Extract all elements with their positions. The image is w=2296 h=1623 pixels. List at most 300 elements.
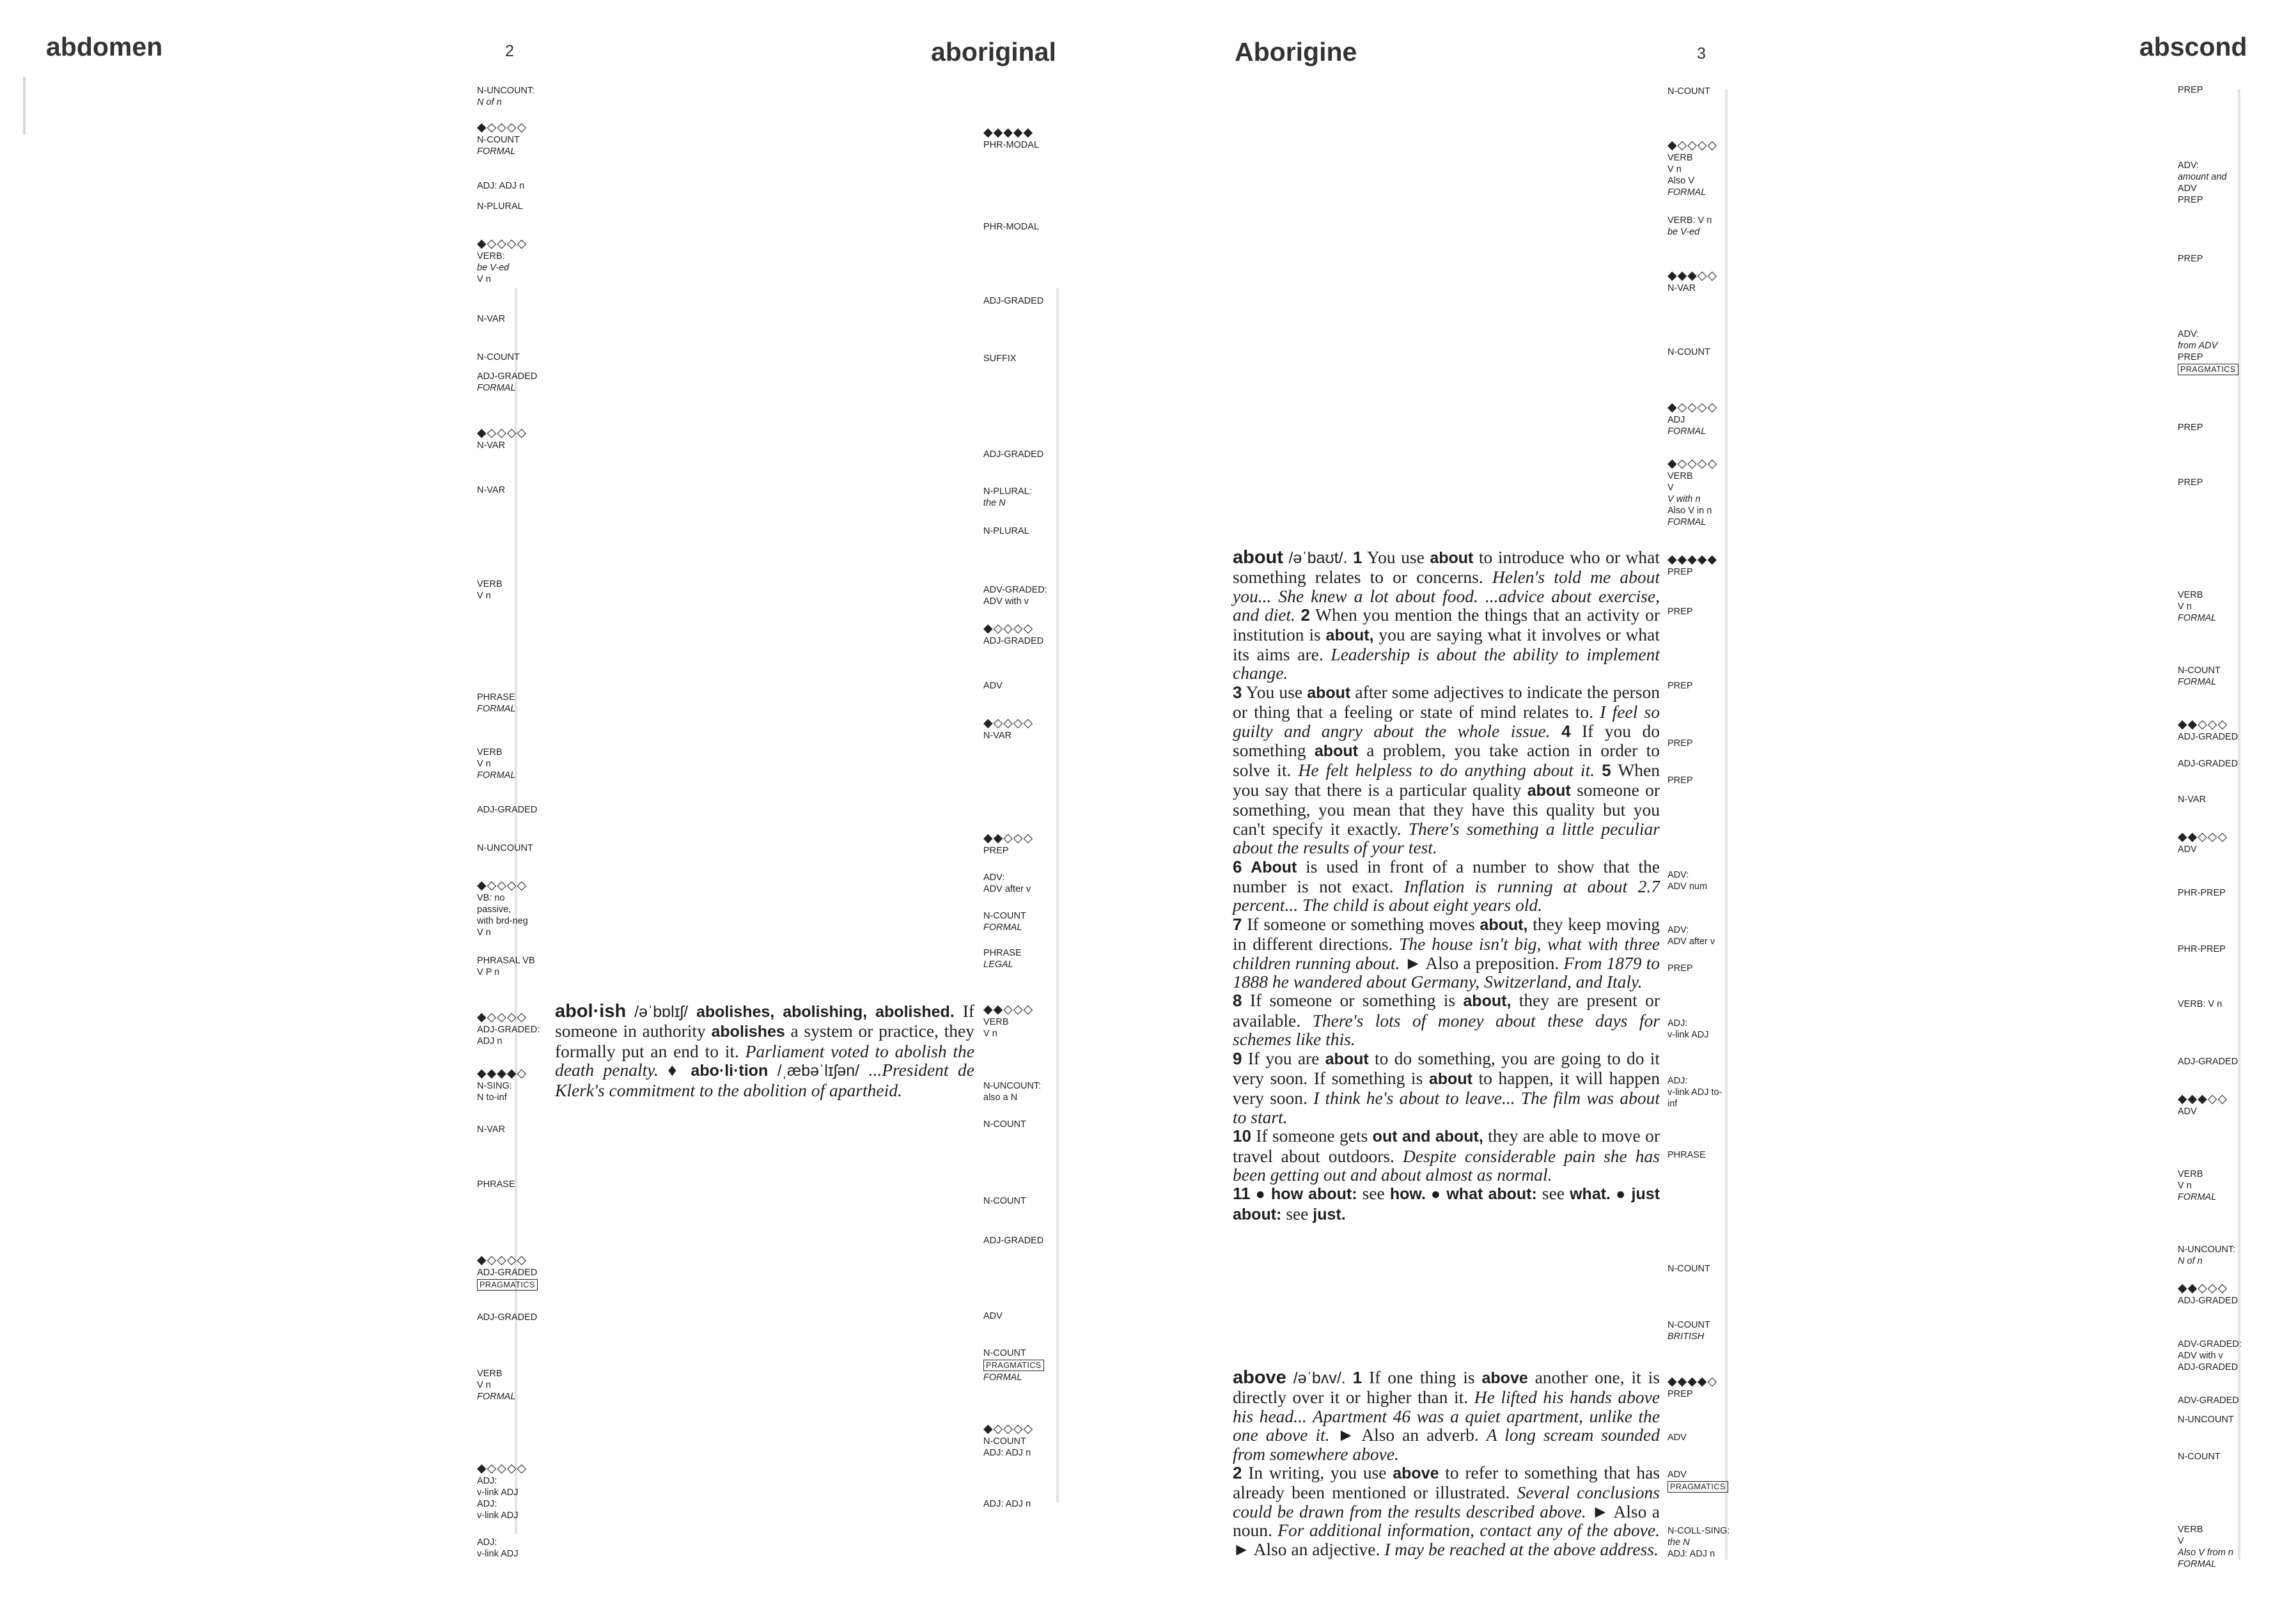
grammar-label: PREP xyxy=(983,846,1009,856)
grammar-label: ADJ-GRADED xyxy=(983,296,1044,306)
grammar-note xyxy=(477,427,554,451)
grammar-note xyxy=(1667,1319,1744,1342)
grammar-note xyxy=(2178,718,2254,743)
grammar-note xyxy=(477,1368,554,1402)
also-note: ► Also a preposition. xyxy=(1404,952,1559,973)
grammar-note xyxy=(1667,1263,1744,1275)
grammar-note xyxy=(2178,1395,2254,1406)
grammar-label: N-SING: xyxy=(477,1081,512,1091)
grammar-label: FORMAL xyxy=(1667,187,1706,198)
grammar-label: ADV: xyxy=(1667,925,1689,935)
grammar-label: ADJ: ADJ n xyxy=(1667,1549,1715,1559)
grammar-label: ADJ-GRADED xyxy=(983,449,1044,460)
grammar-label: ADJ xyxy=(1667,415,1685,425)
grammar-label: PREP xyxy=(2178,254,2203,264)
definition-text: If someone or something moves xyxy=(1247,913,1475,934)
guide-word-left: abdomen xyxy=(46,32,163,61)
frequency-diamonds: ◆◇◇◇◇ xyxy=(1667,401,1718,414)
keyword: out and about, xyxy=(1372,1128,1483,1146)
derived-headword: abo·li·tion xyxy=(691,1062,769,1080)
grammar-label: N-VAR xyxy=(1667,283,1696,293)
grammar-note xyxy=(2178,589,2254,624)
definition-text: see xyxy=(1286,1203,1309,1223)
grammar-label: FORMAL xyxy=(477,704,516,714)
grammar-label: N-PLURAL xyxy=(983,526,1029,536)
grammar-note xyxy=(1667,554,1744,578)
grammar-label: N-VAR xyxy=(477,314,506,324)
grammar-note xyxy=(1667,738,1744,749)
grammar-note xyxy=(2178,422,2254,433)
grammar-label: PREP xyxy=(1667,775,1693,786)
grammar-note xyxy=(477,1179,554,1190)
frequency-diamonds: ◆◆◆◆◆ xyxy=(983,126,1034,139)
grammar-label: PREP xyxy=(2178,195,2203,205)
also-note: ► Also an adjective. xyxy=(1233,1539,1380,1559)
sense-number: 5 xyxy=(1602,761,1611,780)
example-text: A long scream sounded from somewhere above. xyxy=(1233,1425,1660,1464)
frequency-diamonds: ◆◆◇◇◇ xyxy=(983,1003,1034,1016)
grammar-label: VB: no xyxy=(477,893,505,903)
grammar-note xyxy=(983,353,1060,364)
grammar-column xyxy=(477,0,560,1623)
definition-text: they keep moving in different directions. xyxy=(1233,913,1660,954)
example-text: He felt helpless to do anything about it. xyxy=(1298,760,1595,780)
grammar-note xyxy=(1667,270,1744,294)
example-text: Several conclusions could be drawn from the results described above. xyxy=(1233,1482,1660,1521)
grammar-note xyxy=(1667,1376,1744,1400)
frequency-diamonds: ◆◇◇◇◇ xyxy=(477,426,527,440)
grammar-label: v-link ADJ xyxy=(1667,1030,1709,1040)
grammar-label: FORMAL xyxy=(2178,1559,2217,1569)
grammar-note xyxy=(983,717,1060,742)
grammar-label: VERB xyxy=(2178,590,2203,600)
pragmatics-label: PRAGMATICS xyxy=(477,1279,538,1291)
grammar-note xyxy=(983,1080,1060,1103)
grammar-label: ADV xyxy=(2178,1107,2197,1117)
grammar-label: N-VAR xyxy=(477,485,506,495)
keyword: about xyxy=(1430,549,1474,567)
grammar-label: V n xyxy=(477,591,491,601)
dictionary-entry-about xyxy=(1233,548,1660,1224)
keyword: abolishes xyxy=(711,1023,785,1041)
grammar-label: VERB: V n xyxy=(2178,999,2222,1009)
grammar-label: ADJ: xyxy=(477,1537,497,1548)
grammar-note xyxy=(983,295,1060,307)
grammar-label: v-link ADJ xyxy=(477,1510,519,1521)
grammar-note xyxy=(1667,963,1744,974)
grammar-label: N-VAR xyxy=(983,731,1012,741)
grammar-note xyxy=(2178,665,2254,688)
grammar-label: V n xyxy=(477,274,491,284)
grammar-note xyxy=(477,1312,554,1323)
example-text: I feel so guilty and angry about the whole issue. xyxy=(1233,702,1660,741)
grammar-note xyxy=(1667,139,1744,198)
grammar-note xyxy=(477,352,554,363)
grammar-note xyxy=(2178,253,2254,265)
grammar-note xyxy=(2178,944,2254,955)
grammar-label: VERB xyxy=(2178,1525,2203,1535)
grammar-note xyxy=(983,1498,1060,1510)
grammar-label: V n xyxy=(477,759,491,769)
grammar-note xyxy=(983,1235,1060,1246)
keyword: About xyxy=(1251,858,1297,876)
grammar-label: ADV: xyxy=(983,873,1005,883)
grammar-label: V xyxy=(1667,483,1674,493)
grammar-note xyxy=(2178,477,2254,488)
grammar-label: ADV: xyxy=(1667,870,1689,880)
definition-text: another one, it is directly over it or higher than it. xyxy=(1233,1367,1660,1408)
grammar-label: N-UNCOUNT xyxy=(2178,1415,2234,1425)
grammar-note xyxy=(1667,458,1744,528)
grammar-note xyxy=(2178,329,2254,376)
definition-text: If someone or something is xyxy=(1249,990,1456,1011)
grammar-label: ADJ-GRADED: xyxy=(477,1025,540,1035)
grammar-note xyxy=(983,221,1060,233)
grammar-note xyxy=(983,680,1060,692)
frequency-diamonds: ◆◆◇◇◇ xyxy=(2178,718,2228,731)
grammar-label: N-COUNT xyxy=(2178,665,2221,676)
grammar-label: FORMAL xyxy=(1667,517,1706,527)
grammar-label: ADV: xyxy=(2178,160,2199,171)
keyword: about, xyxy=(1325,626,1374,644)
frequency-diamonds: ◆◇◇◇◇ xyxy=(983,1422,1034,1436)
grammar-note xyxy=(2178,831,2254,855)
sense-number: 3 xyxy=(1233,682,1242,702)
grammar-label: v-link ADJ xyxy=(477,1549,519,1559)
grammar-label: Also V in n xyxy=(1667,506,1712,516)
grammar-note xyxy=(477,85,554,108)
grammar-note xyxy=(983,1310,1060,1322)
grammar-label: ADV num xyxy=(1667,881,1708,892)
pragmatics-label: PRAGMATICS xyxy=(1667,1481,1728,1493)
grammar-label: N-VAR xyxy=(477,1124,506,1135)
keyword: about xyxy=(1314,742,1358,761)
definition-text: In writing, you use xyxy=(1248,1463,1387,1483)
grammar-label: ADV with v xyxy=(983,596,1029,607)
guide-word-right: aboriginal xyxy=(931,37,1056,66)
grammar-label: Also V xyxy=(1667,176,1694,186)
example-text: Leadership is about the ability to implement change. xyxy=(1233,644,1660,683)
grammar-label: ADV after v xyxy=(983,884,1031,894)
grammar-label: ADJ-GRADED xyxy=(983,1236,1044,1246)
grammar-label: ADJ-GRADED xyxy=(477,805,538,815)
pronunciation: /əˈbaʊt/. xyxy=(1288,549,1348,567)
grammar-label: V n xyxy=(477,928,491,938)
definition-text: You use xyxy=(1246,681,1303,702)
sense-number: 2 xyxy=(1300,605,1310,625)
grammar-column xyxy=(1667,0,1751,1623)
grammar-label: N-UNCOUNT: xyxy=(983,1081,1042,1091)
grammar-note xyxy=(2178,887,2254,899)
example-text: Helen's told me about you... She knew a lot about food. ...advice about exercise, and diet. xyxy=(1233,567,1660,625)
grammar-note xyxy=(1667,401,1744,437)
grammar-note xyxy=(1667,1018,1744,1041)
grammar-label: N-COUNT xyxy=(1667,1320,1710,1330)
keyword: above xyxy=(1481,1369,1528,1387)
grammar-label: PHRASAL VB xyxy=(477,956,535,966)
grammar-note xyxy=(1667,1469,1744,1493)
definition-text: a system or practice, they formally put an end to it. xyxy=(555,1021,974,1061)
guide-word-left: Aborigine xyxy=(1235,37,1357,66)
grammar-label: V n xyxy=(983,1029,997,1039)
keyword: about, xyxy=(1480,915,1528,934)
grammar-label: N-COUNT xyxy=(1667,1264,1710,1274)
grammar-label: ADV with v xyxy=(2178,1351,2223,1361)
frequency-diamonds: ◆◇◇◇◇ xyxy=(477,1462,527,1475)
grammar-label: FORMAL xyxy=(477,146,516,157)
definition-text: to introduce who or what something relates to or concerns. xyxy=(1233,547,1660,587)
frequency-diamonds: ◆◆◆◇◇ xyxy=(1667,269,1718,283)
keyword: above xyxy=(1393,1464,1439,1483)
example-text: There's lots of money about these days for schemes like this. xyxy=(1233,1010,1660,1050)
sense-number: 2 xyxy=(1233,1463,1242,1483)
grammar-label: FORMAL xyxy=(983,922,1022,933)
grammar-label: PREP xyxy=(1667,607,1693,617)
grammar-label: N-COUNT xyxy=(983,1196,1026,1206)
keyword: about xyxy=(1527,781,1571,800)
inflected-forms: abolishes, abolishing, abolished. xyxy=(696,1003,955,1021)
grammar-note xyxy=(2178,1056,2254,1068)
grammar-label: BRITISH xyxy=(1667,1332,1705,1342)
grammar-label: PREP xyxy=(1667,567,1693,577)
grammar-note xyxy=(477,692,554,715)
frequency-diamonds: ◆◇◇◇◇ xyxy=(477,879,527,892)
guide-word-right: abscond xyxy=(2139,32,2247,61)
grammar-label: FORMAL xyxy=(477,383,516,393)
grammar-label: VERB xyxy=(983,1017,1009,1027)
grammar-label: amount and xyxy=(2178,172,2227,182)
grammar-label: the N xyxy=(983,498,1006,508)
frequency-diamonds: ◆◇◇◇◇ xyxy=(1667,457,1718,470)
grammar-label: ADV: xyxy=(2178,329,2199,339)
grammar-label: PREP xyxy=(2178,423,2203,433)
grammar-label: N-COLL-SING: xyxy=(1667,1526,1730,1536)
grammar-label: PHRASE xyxy=(477,692,515,703)
grammar-label: ADJ-GRADED xyxy=(983,636,1044,646)
grammar-note xyxy=(983,910,1060,933)
grammar-label: VERB xyxy=(1667,471,1693,481)
grammar-note xyxy=(983,1004,1060,1039)
definition-text: is used in front of a number to show that the number is not exact. xyxy=(1233,856,1660,896)
page-number: 3 xyxy=(1697,45,1706,63)
grammar-column xyxy=(2178,0,2261,1623)
grammar-note xyxy=(477,1068,554,1103)
grammar-label: ADV-GRADED: xyxy=(983,585,1047,595)
grammar-label: be V-ed xyxy=(1667,227,1700,237)
grammar-label: PREP xyxy=(2178,85,2203,95)
grammar-label: N-COUNT xyxy=(1667,347,1710,357)
grammar-label: V n xyxy=(2178,1181,2192,1191)
grammar-label: ADJ: xyxy=(1667,1076,1688,1086)
grammar-column xyxy=(983,0,1066,1623)
grammar-label: also a N xyxy=(983,1092,1018,1103)
grammar-label: ADJ: ADJ n xyxy=(983,1448,1031,1458)
grammar-label: PHR-PREP xyxy=(2178,944,2226,954)
grammar-note xyxy=(477,747,554,781)
grammar-label: ADJ n xyxy=(477,1036,503,1046)
sense-number: 11 xyxy=(1233,1184,1251,1204)
grammar-label: LEGAL xyxy=(983,959,1013,970)
definition-text: they are able to move or travel about outdoors. xyxy=(1233,1126,1660,1166)
pronunciation: /ˌæbəˈlɪʃən/ xyxy=(777,1062,860,1080)
grammar-label: N-COUNT xyxy=(983,911,1026,921)
grammar-note xyxy=(2178,758,2254,770)
grammar-label: PHRASE xyxy=(1667,1150,1706,1160)
grammar-note xyxy=(2178,84,2254,96)
grammar-label: N-VAR xyxy=(2178,795,2206,805)
grammar-label: N-COUNT xyxy=(477,135,520,145)
grammar-note xyxy=(1667,215,1744,238)
grammar-note xyxy=(477,1537,554,1560)
definition-text: they are present or available. xyxy=(1233,990,1660,1030)
frequency-diamonds: ◆◆◆◆◇ xyxy=(1667,1375,1718,1388)
grammar-note xyxy=(983,623,1060,647)
grammar-label: N-COUNT xyxy=(1667,86,1710,97)
grammar-label: ADJ-GRADED xyxy=(2178,759,2238,769)
grammar-label: VERB: xyxy=(477,251,505,261)
grammar-note xyxy=(2178,1169,2254,1203)
grammar-note xyxy=(983,872,1060,895)
grammar-note xyxy=(1667,346,1744,358)
grammar-note xyxy=(477,238,554,285)
example-text: I think he's about to leave... The film was about to start. xyxy=(1233,1088,1660,1127)
pragmatics-label: PRAGMATICS xyxy=(2178,364,2238,375)
pronunciation: /əˈbɒlɪʃ/ xyxy=(634,1003,689,1021)
grammar-label: ADV xyxy=(983,1311,1003,1321)
frequency-diamonds: ◆◇◇◇◇ xyxy=(1667,139,1718,152)
grammar-label: N-UNCOUNT: xyxy=(2178,1245,2236,1255)
example-text: I may be reached at the above address. xyxy=(1384,1539,1659,1559)
dictionary-entry-above xyxy=(1233,1368,1660,1558)
grammar-note xyxy=(1667,1525,1744,1560)
definition-text: If you do something xyxy=(1233,720,1660,761)
grammar-label: the N xyxy=(1667,1537,1690,1548)
grammar-label: V n xyxy=(477,1380,491,1390)
grammar-label: with brd-neg xyxy=(477,916,528,926)
grammar-label: ADV xyxy=(2178,183,2197,194)
grammar-label: ADV after v xyxy=(1667,936,1715,947)
grammar-note xyxy=(983,1119,1060,1130)
example-text: ...President de Klerk's commitment to the abolition of apartheid. xyxy=(555,1060,974,1100)
keyword: about, xyxy=(1463,992,1511,1011)
keyword: about xyxy=(1325,1050,1369,1068)
grammar-label: passive, xyxy=(477,905,512,915)
grammar-label: SUFFIX xyxy=(983,353,1017,364)
grammar-label: V with n xyxy=(1667,494,1701,504)
grammar-label: N of n xyxy=(2178,1256,2203,1266)
grammar-note xyxy=(477,843,554,854)
grammar-label: PREP xyxy=(2178,352,2203,362)
grammar-label: N-UNCOUNT: xyxy=(477,86,535,96)
grammar-label: N of n xyxy=(477,97,502,107)
frequency-diamonds: ◆◇◇◇◇ xyxy=(983,717,1034,730)
grammar-label: ADV xyxy=(1667,1470,1687,1480)
definition-text: If you are xyxy=(1247,1048,1320,1068)
grammar-label: be V-ed xyxy=(477,263,510,273)
grammar-label: ADV-GRADED xyxy=(2178,1395,2239,1406)
page-number: 2 xyxy=(505,42,514,60)
grammar-label: from ADV xyxy=(2178,341,2218,351)
frequency-diamonds: ◆◇◇◇◇ xyxy=(983,622,1034,635)
example-text: The house isn't big, what with three children running about. xyxy=(1233,934,1660,973)
grammar-label: ADJ-GRADED xyxy=(2178,732,2238,742)
definition-text: to refer to something that has already been mentioned or illustrated. xyxy=(1233,1463,1660,1503)
cross-reference-phrase: ● how about: xyxy=(1255,1185,1357,1204)
sense-number: 4 xyxy=(1561,721,1571,741)
pragmatics-label: PRAGMATICS xyxy=(983,1360,1044,1371)
grammar-note xyxy=(477,1011,554,1047)
example-text: He lifted his hands above his head... Apartment 46 was a quiet apartment, unlike the one above it. xyxy=(1233,1387,1660,1445)
cross-reference-target: what. xyxy=(1570,1185,1611,1204)
grammar-note xyxy=(2178,998,2254,1010)
grammar-label: ADJ: ADJ n xyxy=(477,181,525,191)
cross-reference-target: how. xyxy=(1389,1185,1426,1204)
grammar-note xyxy=(1667,924,1744,947)
sense-number: 10 xyxy=(1233,1126,1251,1146)
grammar-note xyxy=(477,121,554,157)
keyword: about xyxy=(1307,683,1351,702)
definition-text: When you say that there is a particular quality xyxy=(1233,760,1660,800)
grammar-label: FORMAL xyxy=(2178,613,2217,623)
sense-number: 6 xyxy=(1233,857,1242,876)
grammar-label: FORMAL xyxy=(477,1392,516,1402)
frequency-diamonds: ◆◆◆◆◆ xyxy=(1667,553,1718,566)
grammar-label: ADJ: ADJ n xyxy=(983,1499,1031,1509)
grammar-note xyxy=(1667,775,1744,786)
sense-number: 8 xyxy=(1233,991,1242,1011)
definition-text: to happen, it will happen very soon. xyxy=(1233,1068,1660,1108)
grammar-note xyxy=(983,1423,1060,1459)
grammar-label: v-link ADJ xyxy=(477,1487,519,1498)
grammar-label: PHRASE xyxy=(983,948,1022,958)
grammar-label: PHR-MODAL xyxy=(983,140,1040,150)
bleed-through-shade xyxy=(23,77,26,134)
grammar-note xyxy=(2178,1093,2254,1117)
derivative-marker: ♦ xyxy=(668,1060,682,1080)
grammar-note xyxy=(983,486,1060,509)
grammar-label: VERB xyxy=(2178,1169,2203,1179)
grammar-label: FORMAL xyxy=(2178,1192,2217,1202)
headword: abol·ish xyxy=(555,1001,627,1021)
grammar-note xyxy=(1667,680,1744,692)
grammar-label: PHRASE xyxy=(477,1179,515,1190)
grammar-label: V n xyxy=(1667,164,1682,175)
example-text: For additional information, contact any of the above. xyxy=(1277,1520,1660,1541)
cross-reference-phrase: ● just about: xyxy=(1233,1185,1660,1223)
grammar-label: ADJ: xyxy=(1667,1018,1688,1029)
frequency-diamonds: ◆◆◆◆◇ xyxy=(477,1067,527,1080)
grammar-label: VERB xyxy=(477,579,503,589)
frequency-diamonds: ◆◇◇◇◇ xyxy=(477,121,527,134)
grammar-note xyxy=(477,1463,554,1521)
definition-text: after some adjectives to indicate the person or thing that a feeling or state of mind relates to. xyxy=(1233,681,1660,722)
grammar-note xyxy=(477,579,554,602)
grammar-note xyxy=(983,947,1060,970)
grammar-note xyxy=(1667,86,1744,97)
grammar-label: ADJ-GRADED xyxy=(477,1268,538,1278)
grammar-label: ADJ-GRADED xyxy=(2178,1057,2238,1067)
grammar-label: ADV-GRADED: xyxy=(2178,1339,2242,1349)
definition-text: to do something, you are going to do it very soon. If something is xyxy=(1233,1048,1660,1088)
grammar-note xyxy=(2178,1414,2254,1425)
grammar-label: ADJ-GRADED xyxy=(477,1312,538,1323)
grammar-note xyxy=(477,880,554,938)
grammar-note xyxy=(477,313,554,325)
example-text: Parliament voted to abolish the death penalty. xyxy=(555,1041,975,1080)
grammar-note xyxy=(983,832,1060,857)
grammar-note xyxy=(983,1347,1060,1383)
grammar-note xyxy=(1667,606,1744,617)
